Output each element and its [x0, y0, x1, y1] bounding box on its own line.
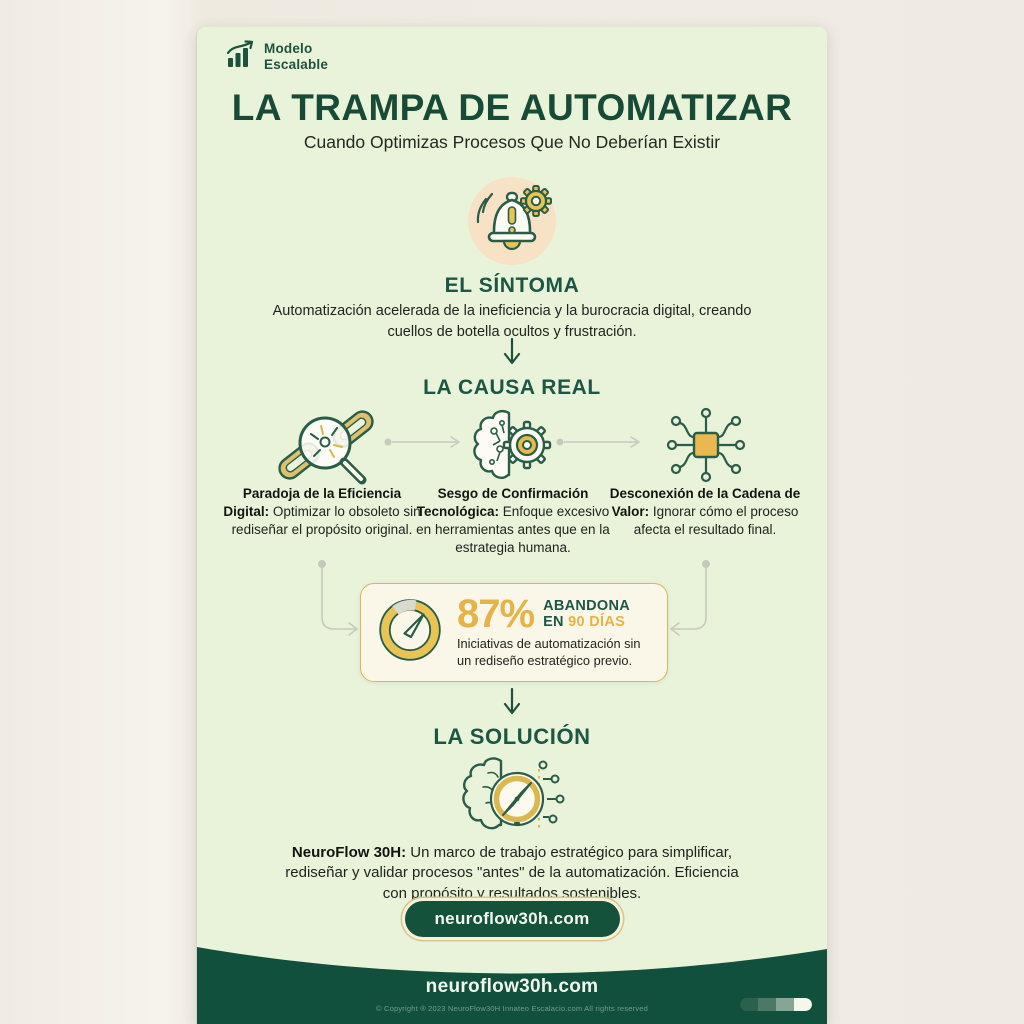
brain-compass-icon [455, 753, 569, 850]
gauge-timer-icon [375, 595, 445, 670]
cause-item-3-text: Ignorar cómo el proceso afecta el resultado final. [633, 504, 799, 538]
cause-heading: LA CAUSA REAL [423, 376, 601, 399]
stat-label: ABANDONA EN 90 DÍAS [543, 597, 631, 630]
down-arrow-icon [503, 687, 521, 724]
infographic-poster [197, 27, 827, 1024]
website-button[interactable]: neuroflow30h.com [405, 901, 620, 937]
symptom-heading: EL SÍNTOMA [444, 274, 580, 297]
magnifier-broken-chain-icon [269, 405, 379, 492]
alert-bell-gear-icon [464, 173, 560, 274]
cause-item-3 [605, 485, 805, 539]
solution-text: Un marco de trabajo estratégico para simplificar, rediseñar y validar procesos "antes" de la automatización. Eficiencia con propósito y resultados sostenibles. [285, 844, 739, 902]
chip-circuit-icon [660, 405, 752, 490]
connector-arrow-right-icon [555, 435, 647, 454]
growth-bars-arrow-icon [225, 39, 257, 74]
cause-item-3-title: Desconexión de la Cadena de Valor: [609, 486, 801, 520]
cause-item-2-text: Enfoque excesivo en herramientas antes que en la estrategia humana. [416, 504, 610, 556]
cause-item-2 [413, 485, 613, 557]
brand-name: Modelo Escalable [264, 40, 329, 72]
connector-curve-left-icon [313, 559, 365, 644]
footer-site-link[interactable]: neuroflow30h.com [425, 976, 599, 997]
gradient-swatch-bar [740, 998, 812, 1011]
down-arrow-icon [503, 337, 521, 374]
stat-value: 87% [457, 591, 535, 636]
stat-card [360, 583, 668, 682]
cause-item-2-title: Sesgo de Confirmación Tecnológica: [416, 486, 589, 520]
solution-lead: NeuroFlow 30H: [291, 844, 407, 861]
solution-body [277, 843, 747, 904]
footer-copyright: © Copyright ® 2023 NeuroFlow30H Innateo Escalacio.com All rights reserved [375, 1004, 649, 1013]
stat-highlight: 90 DÍAS [568, 613, 626, 630]
connector-curve-right-icon [663, 559, 715, 644]
cause-item-1-title: Paradoja de la Eficiencia Digital: [223, 486, 402, 520]
page-title: LA TRAMPA DE AUTOMATIZAR [231, 87, 793, 128]
footer [197, 938, 827, 1024]
page-subtitle: Cuando Optimizas Procesos Que No Deberían Existir [303, 132, 721, 152]
symptom-body: Automatización acelerada de la ineficiencia y la burocracia digital, creando cuellos de botella ocultos y frustración. [272, 303, 752, 340]
brand-logo [225, 39, 328, 74]
stat-description: Iniciativas de automatización sin un rediseño estratégico previo. [457, 635, 641, 668]
solution-heading: LA SOLUCIÓN [433, 724, 591, 749]
connector-arrow-right-icon [383, 435, 467, 454]
brain-gear-icon [469, 405, 557, 492]
cause-item-1-text: Optimizar lo obsoleto sin rediseñar el propósito original. [231, 504, 421, 538]
cause-item-1 [222, 485, 422, 539]
